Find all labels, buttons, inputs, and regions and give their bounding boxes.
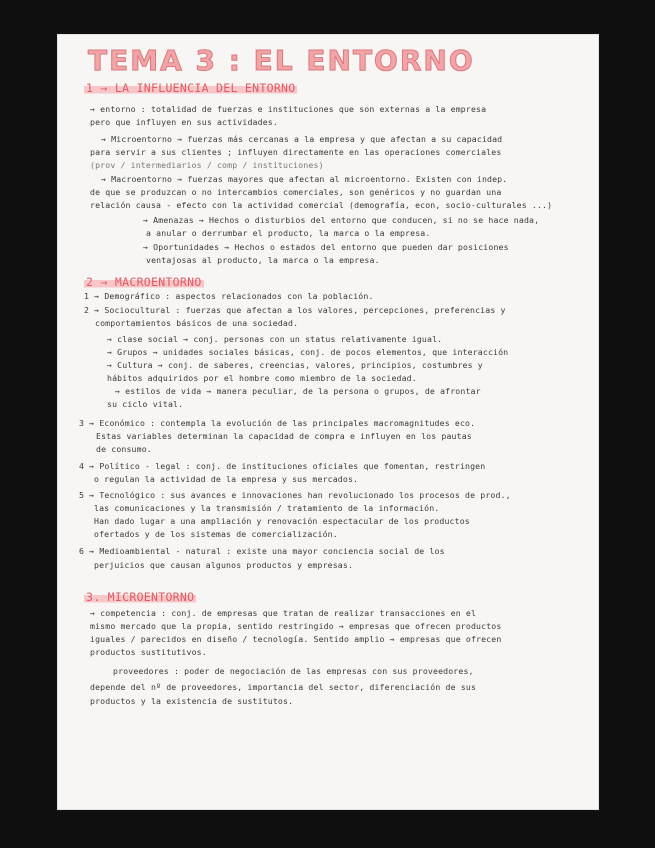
note-line: perjuicios que causan algunos productos y empresas.	[94, 560, 354, 570]
note-line: productos y la existencia de sustitutos.	[90, 696, 294, 706]
note-line: productos sustitutivos.	[90, 647, 207, 657]
note-line: → clase social → conj. personas con un status relativamente igual.	[107, 334, 443, 344]
note-line: → Macroentorno → fuerzas mayores que afectan al microentorno. Existen con indep.	[101, 174, 508, 184]
note-line: de consumo.	[96, 444, 152, 454]
note-line: → entorno : totalidad de fuerzas e instituciones que son externas a la empresa	[90, 104, 487, 114]
notebook-page	[57, 34, 599, 810]
note-line: a anular o derrumbar el producto, la marca o la empresa.	[146, 228, 431, 238]
note-line: de que se produzcan o no intercambios comerciales, son genéricos y no guardan una	[90, 187, 502, 197]
note-line: pero que influyen en sus actividades.	[90, 117, 278, 127]
note-line: hábitos adquiridos por el hombre como miembro de la sociedad.	[107, 373, 417, 383]
note-line: 4 → Político - legal : conj. de instituciones oficiales que fomentan, restringen	[79, 461, 486, 471]
note-line: → Amenazas → Hechos o disturbios del entorno que conducen, si no se hace nada,	[143, 215, 540, 225]
note-line: → Cultura → conj. de saberes, creencias, valores, principios, costumbres y	[107, 360, 483, 370]
note-line: relación causa - efecto con la actividad comercial (demografía, econ, socio-culturales ...)	[90, 200, 553, 210]
note-line: 1 → Demográfico : aspectos relacionados con la población.	[84, 291, 374, 301]
note-line: → Grupos → unidades sociales básicas, conj. de pocos elementos, que interacción	[107, 347, 509, 357]
note-line: proveedores : poder de negociación de las empresas con sus proveedores,	[113, 666, 474, 676]
note-line: las comunicaciones y la transmisión / tratamiento de la información.	[94, 503, 440, 513]
note-line: → Microentorno → fuerzas más cercanas a la empresa y que afectan a su capacidad	[101, 134, 503, 144]
section-heading-macroentorno: 2 → MACROENTORNO	[86, 275, 202, 289]
note-line: iguales / parecidos en diseño / tecnología. Sentido amplio → empresas que ofrecen	[90, 634, 502, 644]
note-line: (prov / intermediarios / comp / instituciones)	[90, 160, 324, 170]
note-line: mismo mercado que la propia, sentido restringido → empresas que ofrecen productos	[90, 621, 502, 631]
note-line: 6 → Medioambiental - natural : existe una mayor conciencia social de los	[79, 546, 445, 556]
note-line: → estilos de vida → manera peculiar, de la persona o grupos, de afrontar	[115, 386, 481, 396]
note-line: depende del nº de proveedores, importancia del sector, diferenciación de sus	[90, 682, 477, 692]
note-line: o regulan la actividad de la empresa y sus mercados.	[94, 474, 359, 484]
page-title: TEMA 3 : EL ENTORNO	[88, 44, 475, 77]
section-heading-influencia: 1 → LA INFLUENCIA DEL ENTORNO	[86, 81, 296, 95]
note-line: → competencia : conj. de empresas que tratan de realizar transacciones en el	[90, 608, 477, 618]
note-line: Han dado lugar a una ampliación y renovación espectacular de los productos	[94, 516, 470, 526]
note-line: → Oportunidades → Hechos o estados del entorno que pueden dar posiciones	[143, 242, 509, 252]
note-line: para servir a sus clientes ; influyen directamente en las operaciones comerciales	[90, 147, 502, 157]
note-line: 2 → Sociocultural : fuerzas que afectan a los valores, percepciones, preferencias y	[84, 305, 506, 315]
note-line: 5 → Tecnológico : sus avances e innovaciones han revolucionado los procesos de prod.,	[79, 490, 511, 500]
note-line: Estas variables determinan la capacidad de compra e influyen en los pautas	[96, 431, 472, 441]
section-heading-microentorno: 3. MICROENTORNO	[86, 590, 195, 604]
note-line: 3 → Económico : contempla la evolución de las principales macromagnitudes eco.	[79, 418, 476, 428]
note-line: su ciclo vital.	[107, 399, 184, 409]
note-line: comportamientos básicos de una sociedad.	[95, 318, 299, 328]
note-line: ofertados y de los sistemas de comercialización.	[94, 529, 338, 539]
note-line: ventajosas al producto, la marca o la empresa.	[146, 255, 380, 265]
